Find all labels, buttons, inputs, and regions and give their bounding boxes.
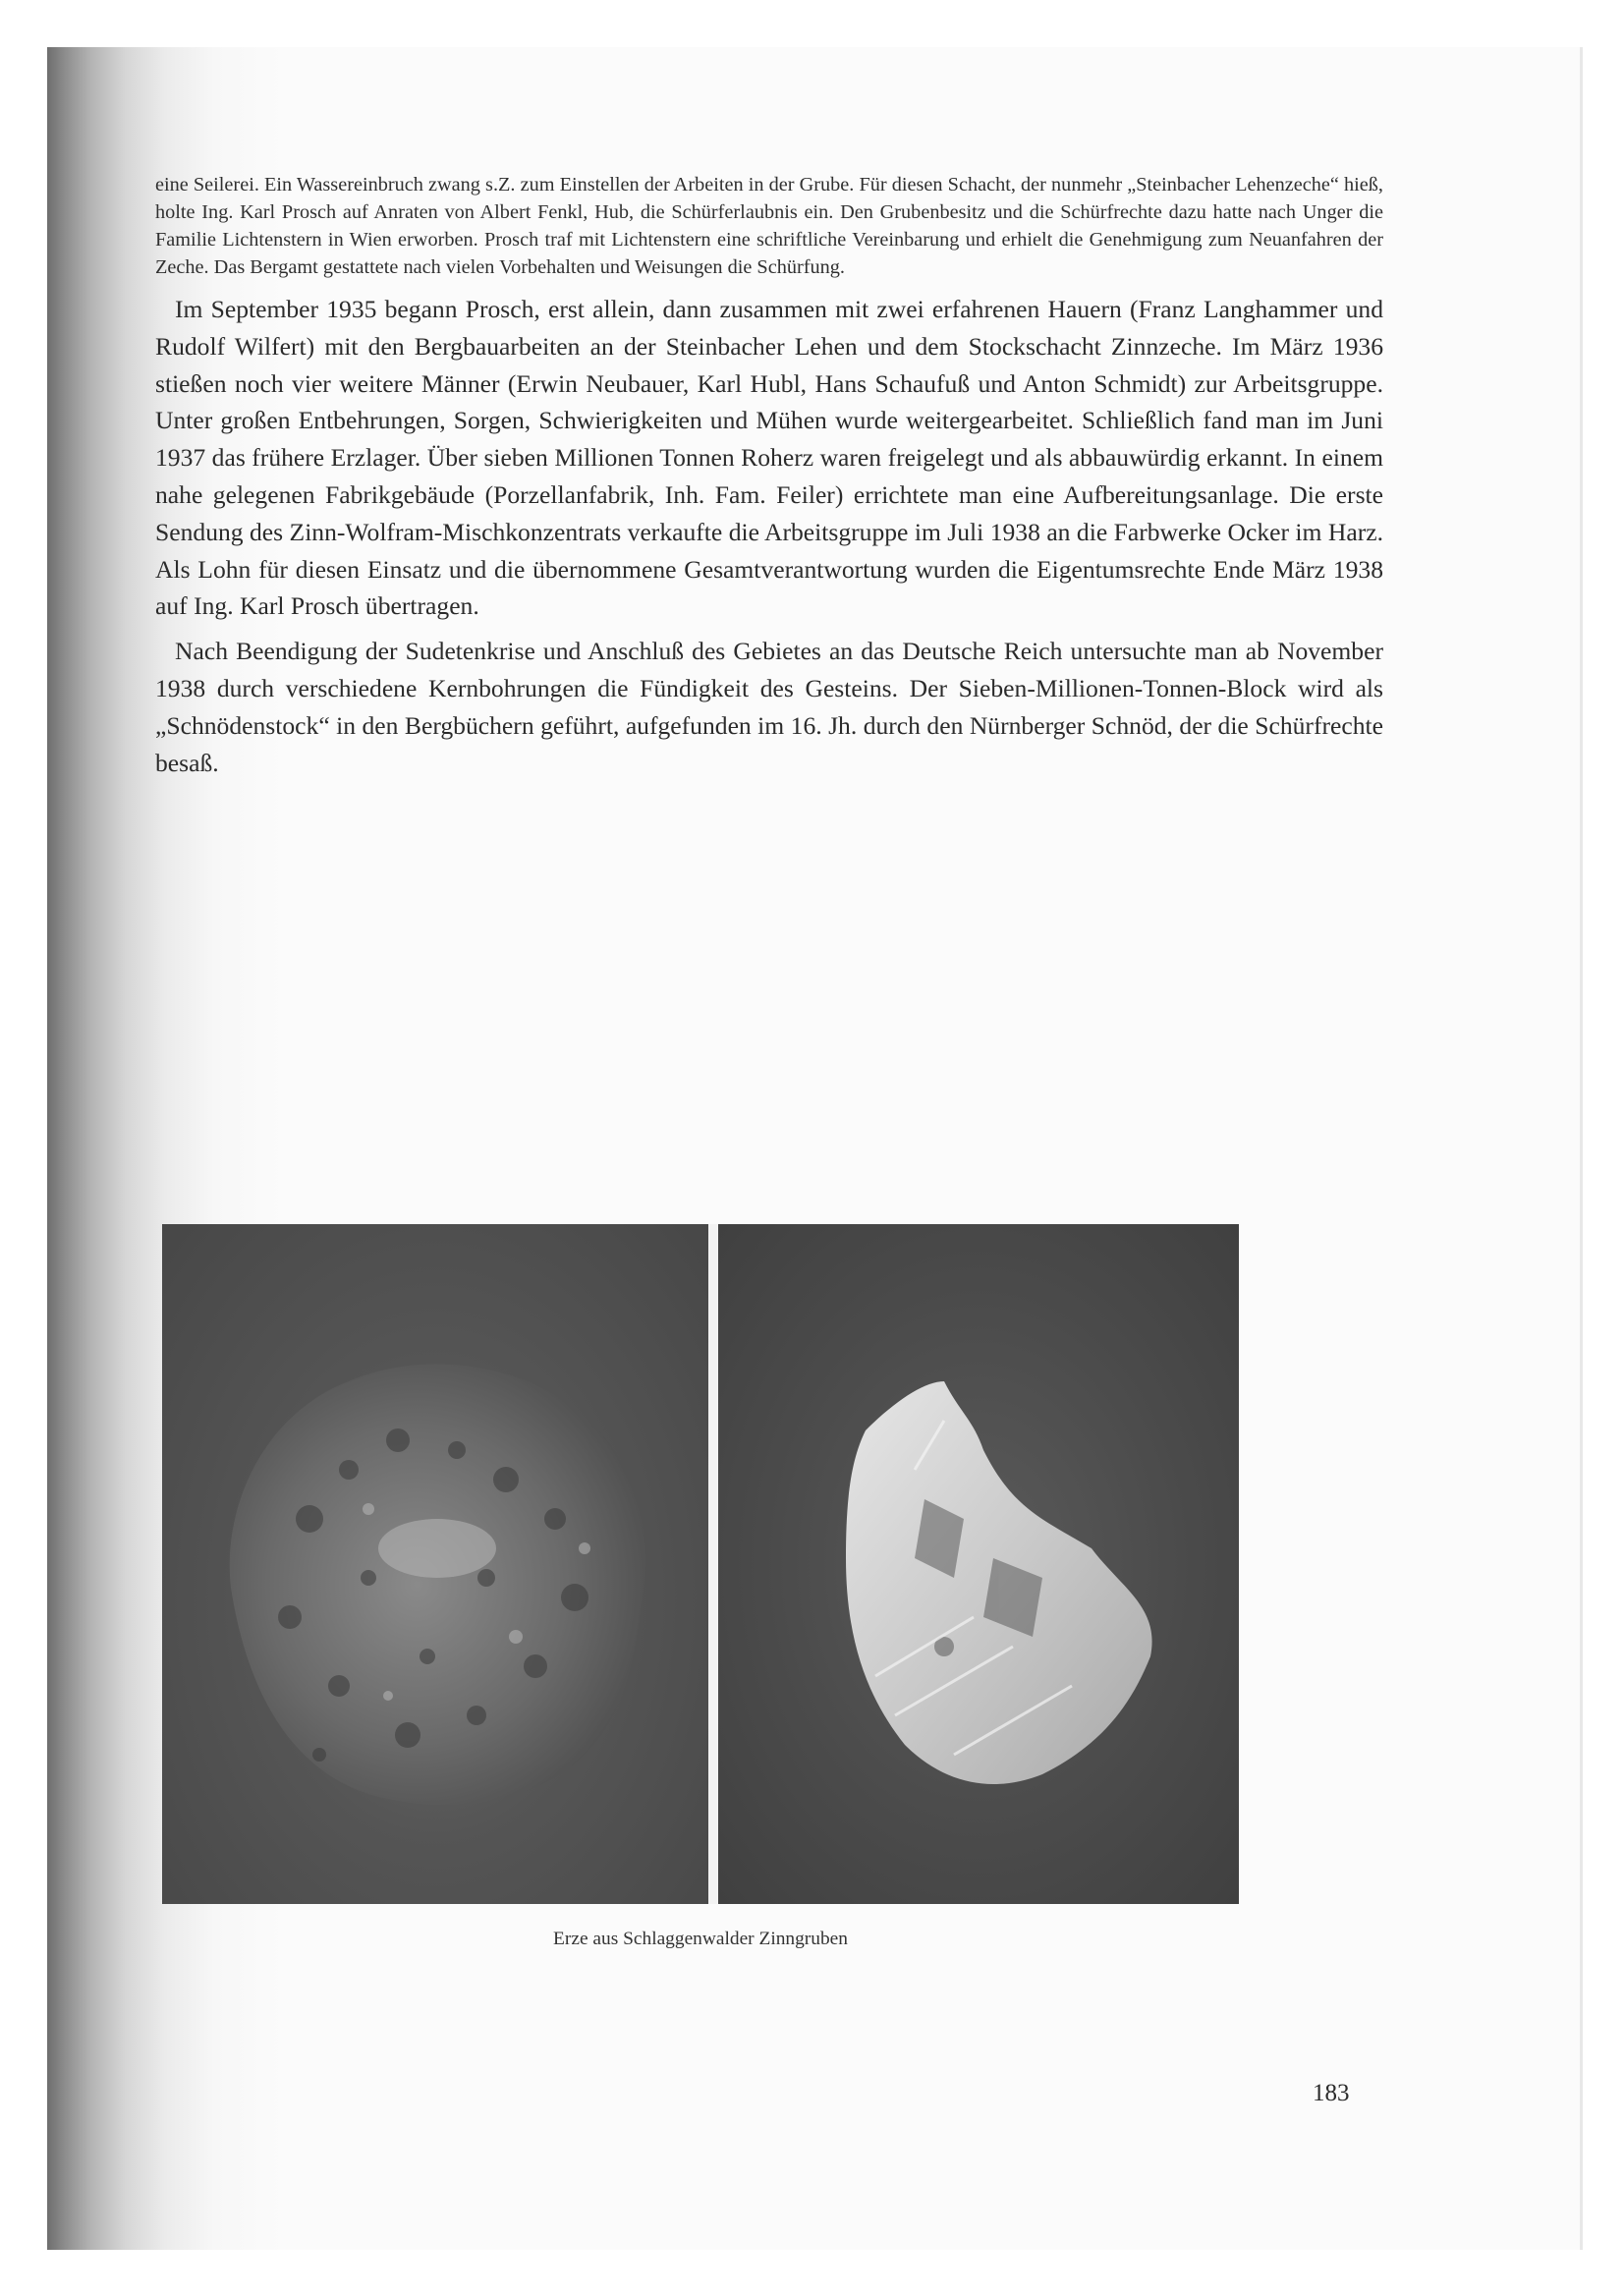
paragraph-sudetenkrise: Nach Beendigung der Sudetenkrise und Anschluß des Gebietes an das Deutsche Reich untersuchte man ab November 1938 durch verschiedene Kernbohrungen die Fündigkeit des Gesteins. Der Sieben-Millionen-Tonnen-Block wird als „Schnödenstock“ in den Bergbüchern geführt, aufgefunden im 16. Jh. durch den Nürnberger Schnöd, der die Schürfrechte besaß.: [155, 637, 1383, 777]
body-text: [155, 171, 1383, 781]
paragraph-september-1935: Im September 1935 begann Prosch, erst allein, dann zusammen mit zwei erfahrenen Hauern (Franz Langhammer und Rudolf Wilfert) mit den Bergbauarbeiten an der Steinbacher Lehen und dem Stockschacht Zinnzeche. Im März 1936 stießen noch vier weitere Männer (Erwin Neubauer, Karl Hubl, Hans Schaufuß und Anton Schmidt) zur Arbeitsgruppe. Unter großen Entbehrungen, Sorgen, Schwierigkeiten und Mühen wurde weitergearbeitet. Schließlich fand man im Juni 1937 das frühere Erzlager. Über sieben Millionen Tonnen Roherz waren freigelegt und als abbauwürdig erkannt. In einem nahe gelegenen Fabrikgebäude (Porzellanfabrik, Inh. Fam. Feiler) errichtete man eine Aufbereitungsanlage. Die erste Sendung des Zinn-Wolfram-Mischkonzentrats verkaufte die Arbeitsgruppe im Juli 1938 an die Farbwerke Ocker im Harz. Als Lohn für diesen Einsatz und die übernommene Gesamtverantwortung wurden die Eigentumsrechte Ende März 1938 auf Ing. Karl Prosch übertragen.: [155, 295, 1383, 621]
ore-photo-left: [162, 1224, 708, 1904]
page-number: 183: [1313, 2080, 1350, 2106]
ore-photo-right: [718, 1224, 1239, 1904]
page-edge: [1580, 47, 1583, 2250]
figure-caption: Erze aus Schlaggenwalder Zinngruben: [553, 1929, 848, 1949]
paragraph-intro: eine Seilerei. Ein Wassereinbruch zwang s.Z. zum Einstellen der Arbeiten in der Grube. Für diesen Schacht, der nunmehr „Steinbacher Lehenzeche“ hieß, holte Ing. Karl Prosch auf Anraten von Albert Fenkl, Hub, die Schürferlaubnis ein. Den Grubenbesitz und die Schürfrechte dazu hatte nach Unger die Familie Lichtenstern in Wien erworben. Prosch traf mit Lichtenstern eine schriftliche Vereinbarung und erhielt die Genehmigung zum Neuanfahren der Zeche. Das Bergamt gestattete nach vielen Vorbehalten und Weisungen die Schürfung.: [155, 174, 1383, 278]
ore-photographs: [162, 1224, 1239, 1904]
